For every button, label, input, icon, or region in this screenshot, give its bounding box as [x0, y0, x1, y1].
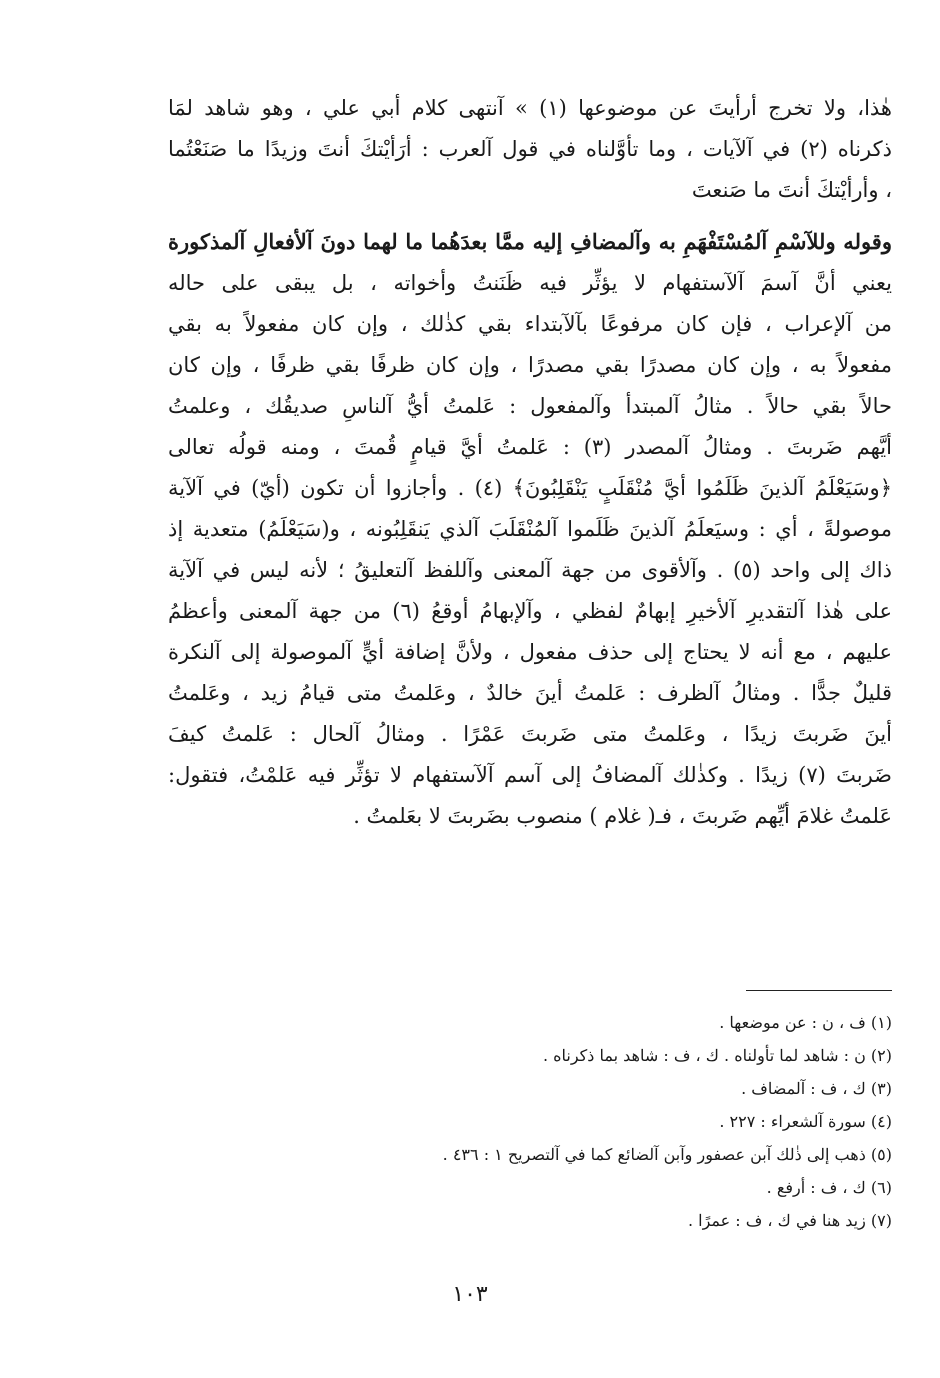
paragraph-1: [168, 88, 892, 211]
footnote-item: (٥) ذهب إلى ذٰلك آبن عصفور وآبن آلضائع كما في آلتصريح ١ : ٤٣٦ .: [442, 1145, 892, 1164]
text-line: حالاً بقي حالاً . مثالُ آلمبتدأ وآلمفعول : عَلمتُ أيُّ آلناسِ صديقُك ، وعلمتُ: [168, 394, 892, 418]
text-line: على هٰذا آلتقديرِ آلأخيرِ إبهامٌ لفظي ، وآلإبهامُ أوقعُ (٦) من جهة آلمعنى وأعظمُ: [168, 599, 892, 623]
text-line: عليهم ، مع أنه لا يحتاج إلى حذف مفعول ، ولأنَّ إضافة أيٍّ آلموصولة إلى آلنكرة: [168, 640, 892, 664]
text-line: ، وأرأيْتكَ أنتَ ما صَنعتَ: [691, 178, 892, 202]
text-line: ذاك إلى واحد (٥) . وآلأقوى من جهة آلمعنى وآللفظ آلتعليقُ ؛ لأنه ليس في آلآية: [168, 558, 892, 582]
text-line: عَلمتُ غلامَ أيِّهم ضَربتَ ، فـ( غلام ) منصوب بضَربتَ لا بعَلمتُ .: [353, 804, 892, 828]
text-line: موصولةً ، أي : وسيَعلَمُ آلذينَ ظَلَموا آلمُنْقَلَبَ آلذي يَنقَلِبُونه ، و(سَيَعْلَمُ) متعدية إذ: [168, 517, 892, 541]
text-line: يعني أنَّ آسمَ آلآستفهام لا يؤثِّر فيه ظَنَنتُ وأخواته ، بل يبقى على حاله: [168, 271, 892, 295]
text-line: [168, 221, 892, 263]
main-text: [168, 88, 892, 837]
text-line: أيَّهم ضَربتَ . ومثالُ آلمصدر (٣) : عَلمتُ أيَّ قيامٍ قُمتَ ، ومنه قولُه تعالى: [168, 435, 892, 459]
footnote-item: (٣) ك ، ف : آلمضاف .: [741, 1079, 892, 1098]
text-line: مفعولاً به ، وإن كان مصدرًا بقي مصدرًا ، وإن كان ظرفًا بقي ظرفًا ، وإن كان: [168, 353, 892, 377]
page-number: ١٠٣: [452, 1282, 488, 1307]
commentary-heading: وقوله وللآسْمِ آلمُسْتَفْهَمِ به وآلمضافِ إليه ممَّا بعدَهُما ما لهما دونَ آلأفعالِ آلمذكورة: [168, 229, 892, 254]
footnote-item: (٦) ك ، ف : أرفع .: [766, 1178, 892, 1197]
footnote-item: (٧) زيد هنا في ك ، ف : عمرًا .: [687, 1211, 892, 1230]
footnote-item: (٢) ن : شاهد لما تأولناه . ك ، ف : شاهد بما ذكرناه .: [542, 1046, 892, 1065]
text-line: ذكرناه (٢) في آلآيات ، وما تأوَّلناه في قول آلعرب : أرَأيْتكَ أنتَ وزيدًا ما صَنَعْتُما: [168, 137, 892, 161]
footnote-item: (١) ف ، ن : عن موضعها .: [719, 1013, 892, 1032]
text-line: قليلٌ جدًّا . ومثالُ آلظرف : عَلمتُ أينَ خالدٌ ، وعَلمتُ متى قيامُ زيد ، وعَلمتُ: [168, 681, 892, 705]
text-line: ضَربتَ (٧) زيدًا . وكذٰلك آلمضافُ إلى آسم آلآستفهام لا تؤثِّر فيه عَلمْتُ، فتقول:: [168, 763, 892, 787]
footnote-item: (٤) سورة آلشعراء : ٢٢٧ .: [719, 1112, 892, 1131]
paragraph-2: [168, 221, 892, 837]
text-line: أينَ ضَربتَ زيدًا ، وعَلمتُ متى ضَربتَ عَمْرًا . ومثالُ آلحال : عَلمتُ كيفَ: [168, 722, 892, 746]
text-line: من آلإعراب ، فإن كان مرفوعًا بآلآبتداء بقي كذٰلك ، وإن كان مفعولاً به بقي: [168, 312, 892, 336]
text-line: ﴿وسَيَعْلَمُ آلذينَ ظَلَمُوا أيَّ مُنْقَلَبٍ يَنْقَلِبُونَ﴾ (٤) . وأجازوا أن تكون (أيّ) في آلآية: [168, 476, 892, 500]
footnote-divider: [746, 990, 892, 991]
footnotes: [192, 1006, 892, 1237]
text-line: هٰذا، ولا تخرج أرأيتَ عن موضوعها (١) » آنتهى كلام أبي علي ، وهو شاهد لمَا: [168, 96, 892, 120]
